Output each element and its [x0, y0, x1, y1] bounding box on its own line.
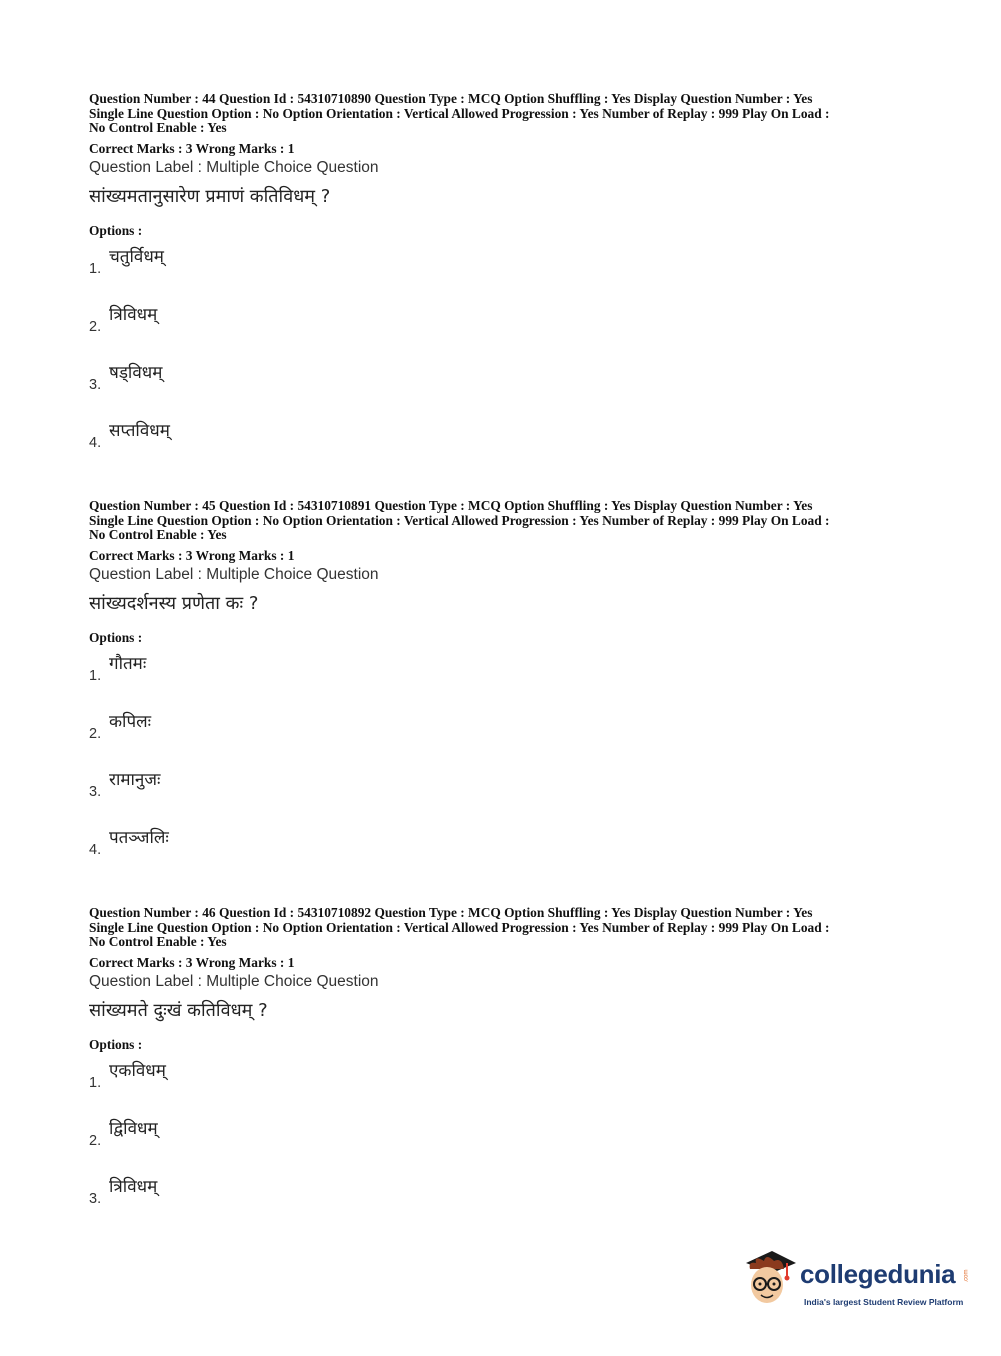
option-number: 3. [89, 1190, 102, 1207]
logo-wordmark: collegedunia [800, 1259, 956, 1289]
option-number: 2. [89, 725, 102, 742]
option-number: 3. [89, 783, 102, 800]
question-stem: सांख्यदर्शनस्य प्रणेता कः ? [89, 592, 259, 614]
options-list [89, 244, 919, 476]
options-heading: Options : [89, 1036, 143, 1052]
options-heading: Options : [89, 222, 143, 238]
option-text: षड्विधम् [109, 362, 163, 383]
question-46 [89, 906, 919, 1232]
meta-line: Question Number : 45 Question Id : 54310710891 Question Type : MCQ Option Shuffling : Yes Display Question Number : Yes [89, 498, 813, 513]
option-1[interactable] [89, 651, 919, 709]
marks-info: Correct Marks : 3 Wrong Marks : 1 [89, 547, 295, 563]
question-meta [89, 906, 919, 950]
option-4[interactable] [89, 825, 919, 883]
option-number: 3. [89, 376, 102, 393]
option-2[interactable] [89, 1116, 919, 1174]
question-45 [89, 499, 919, 883]
option-number: 1. [89, 667, 102, 684]
option-number: 1. [89, 1074, 102, 1091]
option-text: चतुर्विधम् [109, 246, 164, 267]
option-number: 2. [89, 318, 102, 335]
option-number: 4. [89, 841, 102, 858]
option-text: एकविधम् [109, 1060, 166, 1081]
options-heading: Options : [89, 629, 143, 645]
option-text: गौतमः [109, 653, 147, 674]
meta-line: Single Line Question Option : No Option Orientation : Vertical Allowed Progression : Yes Number of Replay : 999 Play On Load : [89, 512, 830, 528]
option-3[interactable] [89, 767, 919, 825]
question-label: Question Label : Multiple Choice Question [89, 158, 379, 176]
option-3[interactable] [89, 1174, 919, 1232]
meta-line: Single Line Question Option : No Option Orientation : Vertical Allowed Progression : Yes Number of Replay : 999 Play On Load : [89, 919, 830, 935]
marks-info: Correct Marks : 3 Wrong Marks : 1 [89, 954, 295, 970]
question-meta [89, 499, 919, 543]
question-44 [89, 92, 919, 476]
meta-line: No Control Enable : Yes [89, 527, 227, 543]
option-number: 2. [89, 1132, 102, 1149]
logo-tagline: India's largest Student Review Platform [804, 1297, 964, 1307]
option-2[interactable] [89, 302, 919, 360]
logo-domain: .com [963, 1269, 970, 1283]
question-stem: सांख्यमते दुःखं कतिविधम् ? [89, 999, 268, 1021]
option-text: द्विविधम् [109, 1118, 158, 1139]
question-stem: सांख्यमतानुसारेण प्रमाणं कतिविधम् ? [89, 185, 331, 207]
question-label: Question Label : Multiple Choice Question [89, 972, 379, 990]
meta-line: Single Line Question Option : No Option Orientation : Vertical Allowed Progression : Yes Number of Replay : 999 Play On Load : [89, 105, 830, 121]
meta-line: Question Number : 44 Question Id : 54310710890 Question Type : MCQ Option Shuffling : Yes Display Question Number : Yes [89, 91, 813, 106]
option-text: त्रिविधम् [109, 304, 158, 325]
meta-line: No Control Enable : Yes [89, 120, 227, 136]
option-number: 4. [89, 434, 102, 451]
option-text: पतञ्जलिः [109, 827, 169, 848]
option-2[interactable] [89, 709, 919, 767]
option-4[interactable] [89, 418, 919, 476]
option-text: कपिलः [109, 711, 152, 732]
meta-line: Question Number : 46 Question Id : 54310710892 Question Type : MCQ Option Shuffling : Yes Display Question Number : Yes [89, 905, 813, 920]
collegedunia-logo [742, 1247, 972, 1317]
option-text: सप्तविधम् [109, 420, 170, 441]
option-number: 1. [89, 260, 102, 277]
option-text: त्रिविधम् [109, 1176, 158, 1197]
options-list [89, 651, 919, 883]
marks-info: Correct Marks : 3 Wrong Marks : 1 [89, 140, 295, 156]
option-3[interactable] [89, 360, 919, 418]
option-text: रामानुजः [109, 769, 161, 790]
question-label: Question Label : Multiple Choice Question [89, 565, 379, 583]
options-list [89, 1058, 919, 1232]
student-mascot-icon [742, 1247, 798, 1311]
option-1[interactable] [89, 244, 919, 302]
meta-line: No Control Enable : Yes [89, 934, 227, 950]
option-1[interactable] [89, 1058, 919, 1116]
question-meta [89, 92, 919, 136]
